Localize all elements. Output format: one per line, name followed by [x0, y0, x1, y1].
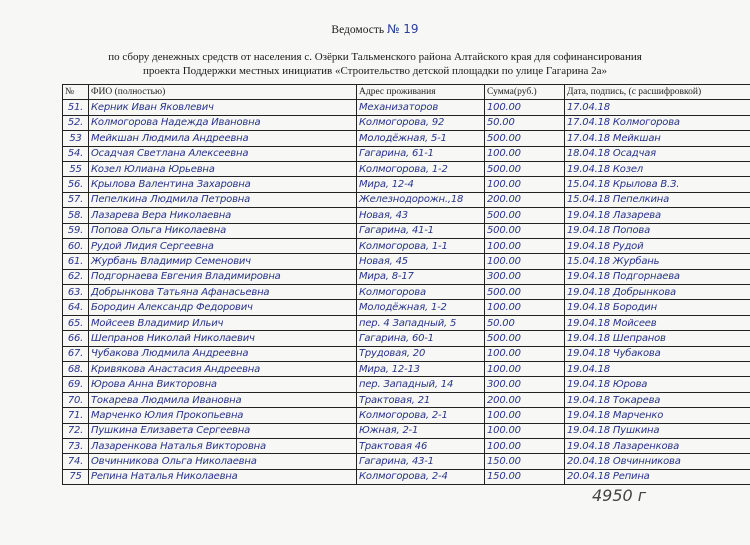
row-sum: 100.00: [485, 362, 565, 377]
row-signature: 20.04.18 Овчинникова: [565, 454, 750, 469]
row-sum: 50.00: [485, 315, 565, 330]
row-fio: Керник Иван Яковлевич: [89, 100, 357, 115]
row-fio: Лазаренкова Наталья Викторовна: [89, 438, 357, 453]
table-row: [63, 223, 750, 238]
row-sum: 150.00: [485, 454, 565, 469]
row-fio: Журбань Владимир Семенович: [89, 254, 357, 269]
row-number: 54.: [63, 146, 89, 161]
row-fio: Мойсеев Владимир Ильич: [89, 315, 357, 330]
table-row: [63, 285, 750, 300]
table-row: [63, 131, 750, 146]
row-sum: 50.00: [485, 115, 565, 130]
row-number: 70.: [63, 392, 89, 407]
row-address: Молодёжная, 1-2: [357, 300, 485, 315]
table-row: [63, 423, 750, 438]
row-sum: 100.00: [485, 423, 565, 438]
row-signature: 19.04.18 Пушкина: [565, 423, 750, 438]
table-row: [63, 408, 750, 423]
row-fio: Репина Наталья Николаевна: [89, 469, 357, 484]
row-signature: 20.04.18 Репина: [565, 469, 750, 484]
contributions-table: [62, 84, 750, 485]
row-signature: 17.04.18 Колмогорова: [565, 115, 750, 130]
row-signature: 17.04.18: [565, 100, 750, 115]
column-header-number: №: [63, 85, 89, 100]
row-address: Колмогорова, 2-4: [357, 469, 485, 484]
row-signature: 19.04.18 Подгорнаева: [565, 269, 750, 284]
row-signature: 15.04.18 Крылова В.З.: [565, 177, 750, 192]
row-sum: 100.00: [485, 438, 565, 453]
row-sum: 500.00: [485, 208, 565, 223]
row-number: 74.: [63, 454, 89, 469]
column-header-address: Адрес проживания: [357, 85, 485, 100]
header-line-2: проекта Поддержки местных инициатив «Строительство детской площадки по улице Гагарина 2а»: [143, 65, 607, 77]
table-header-row: [63, 85, 750, 100]
row-address: Мира, 8-17: [357, 269, 485, 284]
row-address: Гагарина, 61-1: [357, 146, 485, 161]
title-text: Ведомость: [331, 24, 385, 36]
row-signature: 19.04.18 Лазаренкова: [565, 438, 750, 453]
table-row: [63, 331, 750, 346]
row-sum: 100.00: [485, 238, 565, 253]
row-fio: Подгорнаева Евгения Владимировна: [89, 269, 357, 284]
table-row: [63, 269, 750, 284]
row-number: 58.: [63, 208, 89, 223]
row-address: Колмогорова, 1-2: [357, 161, 485, 176]
row-sum: 200.00: [485, 392, 565, 407]
row-signature: 19.04.18 Козел: [565, 161, 750, 176]
row-address: Гагарина, 41-1: [357, 223, 485, 238]
row-fio: Попова Ольга Николаевна: [89, 223, 357, 238]
row-signature: 19.04.18 Юрова: [565, 377, 750, 392]
row-signature: 18.04.18 Осадчая: [565, 146, 750, 161]
row-sum: 500.00: [485, 331, 565, 346]
row-signature: 19.04.18 Шепранов: [565, 331, 750, 346]
row-number: 65.: [63, 315, 89, 330]
row-signature: 19.04.18 Чубакова: [565, 346, 750, 361]
row-number: 57.: [63, 192, 89, 207]
table-body: [63, 100, 750, 485]
total-amount: 4950 г: [592, 486, 647, 505]
row-number: 66.: [63, 331, 89, 346]
row-signature: 19.04.18 Бородин: [565, 300, 750, 315]
row-sum: 500.00: [485, 223, 565, 238]
row-sum: 500.00: [485, 285, 565, 300]
row-number: 62.: [63, 269, 89, 284]
row-address: Колмогорова, 92: [357, 115, 485, 130]
row-signature: 15.04.18 Пепелкина: [565, 192, 750, 207]
table-row: [63, 100, 750, 115]
table-row: [63, 454, 750, 469]
row-address: Колмогорова, 1-1: [357, 238, 485, 253]
row-sum: 100.00: [485, 177, 565, 192]
row-signature: 17.04.18 Мейкшан: [565, 131, 750, 146]
row-address: Трактовая, 21: [357, 392, 485, 407]
row-address: Гагарина, 60-1: [357, 331, 485, 346]
row-address: Мира, 12-4: [357, 177, 485, 192]
row-fio: Овчинникова Ольга Николаевна: [89, 454, 357, 469]
row-sum: 200.00: [485, 192, 565, 207]
row-address: Гагарина, 43-1: [357, 454, 485, 469]
row-number: 68.: [63, 362, 89, 377]
row-fio: Рудой Лидия Сергеевна: [89, 238, 357, 253]
row-signature: 15.04.18 Журбань: [565, 254, 750, 269]
row-address: Трудовая, 20: [357, 346, 485, 361]
row-fio: Кривякова Анастасия Андреевна: [89, 362, 357, 377]
row-number: 55: [63, 161, 89, 176]
row-address: Молодёжная, 5-1: [357, 131, 485, 146]
row-address: Южная, 2-1: [357, 423, 485, 438]
table-row: [63, 438, 750, 453]
row-sum: 150.00: [485, 469, 565, 484]
row-address: пер. 4 Западный, 5: [357, 315, 485, 330]
row-number: 73.: [63, 438, 89, 453]
column-header-fio: ФИО (полностью): [89, 85, 357, 100]
row-sum: 300.00: [485, 269, 565, 284]
row-number: 61.: [63, 254, 89, 269]
row-fio: Пушкина Елизавета Сергеевна: [89, 423, 357, 438]
row-fio: Токарева Людмила Ивановна: [89, 392, 357, 407]
row-number: 72.: [63, 423, 89, 438]
row-fio: Марченко Юлия Прокопьевна: [89, 408, 357, 423]
table-row: [63, 192, 750, 207]
row-address: Новая, 43: [357, 208, 485, 223]
column-header-sum: Сумма(руб.): [485, 85, 565, 100]
row-fio: Юрова Анна Викторовна: [89, 377, 357, 392]
table-row: [63, 469, 750, 484]
table-row: [63, 392, 750, 407]
row-signature: 19.04.18 Марченко: [565, 408, 750, 423]
row-sum: 100.00: [485, 100, 565, 115]
row-number: 53: [63, 131, 89, 146]
row-signature: 19.04.18 Лазарева: [565, 208, 750, 223]
row-address: Новая, 45: [357, 254, 485, 269]
row-fio: Бородин Александр Федорович: [89, 300, 357, 315]
table-row: [63, 177, 750, 192]
table-row: [63, 362, 750, 377]
row-address: Мира, 12-13: [357, 362, 485, 377]
table-row: [63, 346, 750, 361]
row-signature: 19.04.18 Токарева: [565, 392, 750, 407]
table-row: [63, 115, 750, 130]
row-address: Колмогорова, 2-1: [357, 408, 485, 423]
table-row: [63, 377, 750, 392]
row-sum: 500.00: [485, 161, 565, 176]
row-address: Механизаторов: [357, 100, 485, 115]
header-line-1: по сбору денежных средств от населения с. Озёрки Тальменского района Алтайского края для софинансирования: [108, 51, 642, 63]
table-row: [63, 238, 750, 253]
table-row: [63, 300, 750, 315]
row-number: 52.: [63, 115, 89, 130]
row-sum: 100.00: [485, 346, 565, 361]
row-sum: 100.00: [485, 408, 565, 423]
row-address: пер. Западный, 14: [357, 377, 485, 392]
row-number: 60.: [63, 238, 89, 253]
column-header-signature: Дата, подпись, (с расшифровкой): [565, 85, 750, 100]
row-fio: Крылова Валентина Захаровна: [89, 177, 357, 192]
row-signature: 19.04.18: [565, 362, 750, 377]
table-row: [63, 315, 750, 330]
table-row: [63, 161, 750, 176]
row-sum: 100.00: [485, 254, 565, 269]
row-number: 64.: [63, 300, 89, 315]
row-fio: Козел Юлиана Юрьевна: [89, 161, 357, 176]
row-fio: Добрынкова Татьяна Афанасьевна: [89, 285, 357, 300]
row-fio: Мейкшан Людмила Андреевна: [89, 131, 357, 146]
table-row: [63, 146, 750, 161]
row-number: 69.: [63, 377, 89, 392]
row-number: 63.: [63, 285, 89, 300]
row-sum: 500.00: [485, 131, 565, 146]
row-address: Трактовая 46: [357, 438, 485, 453]
row-number: 67.: [63, 346, 89, 361]
row-signature: 19.04.18 Добрынкова: [565, 285, 750, 300]
row-fio: Чубакова Людмила Андреевна: [89, 346, 357, 361]
row-address: Железнодорожн.,18: [357, 192, 485, 207]
row-signature: 19.04.18 Мойсеев: [565, 315, 750, 330]
row-number: 51.: [63, 100, 89, 115]
row-address: Колмогорова: [357, 285, 485, 300]
table-row: [63, 254, 750, 269]
row-sum: 100.00: [485, 300, 565, 315]
row-fio: Колмогорова Надежда Ивановна: [89, 115, 357, 130]
row-number: 71.: [63, 408, 89, 423]
row-signature: 19.04.18 Попова: [565, 223, 750, 238]
title-number: № 19: [387, 22, 419, 36]
row-number: 75: [63, 469, 89, 484]
row-number: 56.: [63, 177, 89, 192]
document-title: [0, 22, 750, 36]
row-number: 59.: [63, 223, 89, 238]
row-fio: Шепранов Николай Николаевич: [89, 331, 357, 346]
table-row: [63, 208, 750, 223]
row-fio: Пепелкина Людмила Петровна: [89, 192, 357, 207]
row-fio: Лазарева Вера Николаевна: [89, 208, 357, 223]
row-sum: 300.00: [485, 377, 565, 392]
row-fio: Осадчая Светлана Алексеевна: [89, 146, 357, 161]
row-signature: 19.04.18 Рудой: [565, 238, 750, 253]
row-sum: 100.00: [485, 146, 565, 161]
